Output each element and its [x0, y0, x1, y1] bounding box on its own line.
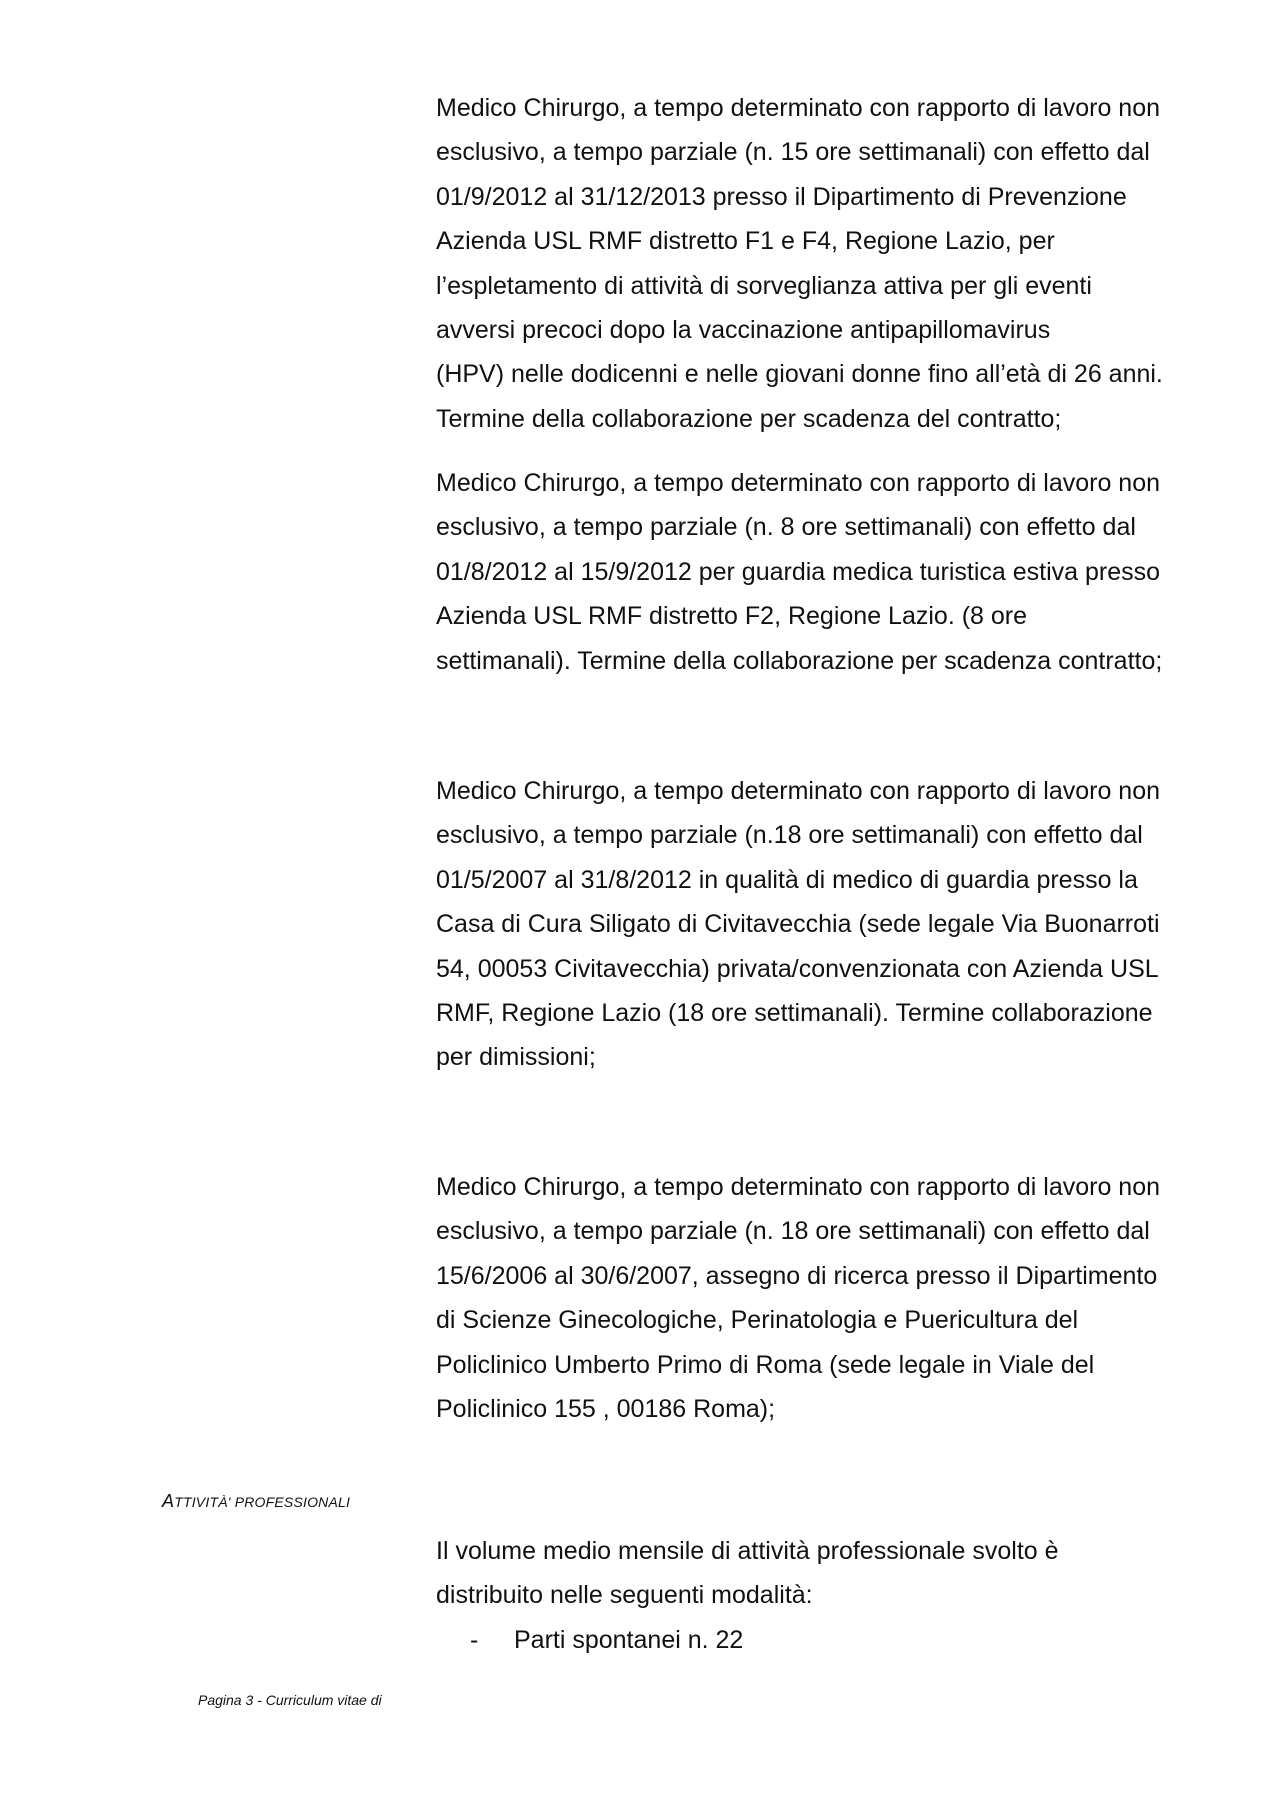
text-line: esclusivo, a tempo parziale (n.18 ore settimanali) con effetto dal — [436, 821, 1143, 850]
section-label-rest: TTIVITÀ' PROFESSIONALI — [174, 1494, 351, 1510]
text-line: Medico Chirurgo, a tempo determinato con rapporto di lavoro non — [436, 777, 1161, 805]
activity-intro — [436, 1529, 1196, 1618]
work-entry-1 — [436, 86, 1196, 441]
text-line: 01/9/2012 al 31/12/2013 presso il Dipartimento di Prevenzione — [436, 182, 1127, 211]
text-line: Termine della collaborazione per scadenza del contratto; — [436, 404, 1062, 433]
text-line: esclusivo, a tempo parziale (n. 15 ore settimanali) con effetto dal — [436, 138, 1150, 167]
text-line: Azienda USL RMF distretto F1 e F4, Regione Lazio, per — [436, 227, 1055, 256]
text-line: 54, 00053 Civitavecchia) privata/convenzionata con Azienda USL — [436, 954, 1159, 983]
text-line: (HPV) nelle dodicenni e nelle giovani donne fino all’età di 26 anni. — [436, 360, 1163, 389]
text-line: distribuito nelle seguenti modalità: — [436, 1581, 813, 1610]
bullet-dash: - — [470, 1626, 479, 1654]
text-line: Medico Chirurgo, a tempo determinato con rapporto di lavoro non — [436, 94, 1161, 122]
text-line: esclusivo, a tempo parziale (n. 8 ore settimanali) con effetto dal — [436, 513, 1136, 542]
list-item — [470, 1618, 743, 1662]
work-entry-3 — [436, 769, 1196, 1080]
text-line: settimanali). Termine della collaborazione per scadenza contratto; — [436, 646, 1163, 675]
text-line: Il volume medio mensile di attività professionale svolto è — [436, 1537, 1059, 1565]
text-line: 01/8/2012 al 15/9/2012 per guardia medica turistica estiva presso — [436, 557, 1161, 586]
text-line: RMF, Regione Lazio (18 ore settimanali). Termine collaborazione — [436, 999, 1153, 1028]
list-item-text: Parti spontanei n. 22 — [514, 1626, 744, 1654]
text-line: l’espletamento di attività di sorveglianza attiva per gli eventi — [436, 271, 1092, 300]
text-line: Policlinico Umberto Primo di Roma (sede legale in Viale del — [436, 1350, 1095, 1379]
text-line: 01/5/2007 al 31/8/2012 in qualità di medico di guardia presso la — [436, 865, 1138, 894]
text-line: Casa di Cura Siligato di Civitavecchia (sede legale Via Buonarroti — [436, 910, 1160, 939]
text-line: avversi precoci dopo la vaccinazione antipapillomavirus — [436, 316, 1051, 345]
text-line: di Scienze Ginecologiche, Perinatologia e Puericultura del — [436, 1306, 1079, 1335]
text-line: Policlinico 155 , 00186 Roma); — [436, 1395, 776, 1424]
text-line: 15/6/2006 al 30/6/2007, assegno di ricerca presso il Dipartimento — [436, 1261, 1158, 1290]
text-line: Medico Chirurgo, a tempo determinato con rapporto di lavoro non — [436, 469, 1161, 497]
work-entry-2 — [436, 461, 1196, 683]
text-line: esclusivo, a tempo parziale (n. 18 ore settimanali) con effetto dal — [436, 1217, 1150, 1246]
work-entry-4 — [436, 1165, 1196, 1431]
page-footer: Pagina 3 - Curriculum vitae di — [198, 1692, 382, 1708]
text-line: Medico Chirurgo, a tempo determinato con rapporto di lavoro non — [436, 1173, 1161, 1201]
activity-list — [470, 1618, 743, 1662]
text-line: per dimissioni; — [436, 1043, 596, 1072]
section-label-professional-activities — [162, 1491, 350, 1512]
text-line: Azienda USL RMF distretto F2, Regione Lazio. (8 ore — [436, 602, 1028, 631]
section-label-initial: A — [162, 1491, 175, 1511]
